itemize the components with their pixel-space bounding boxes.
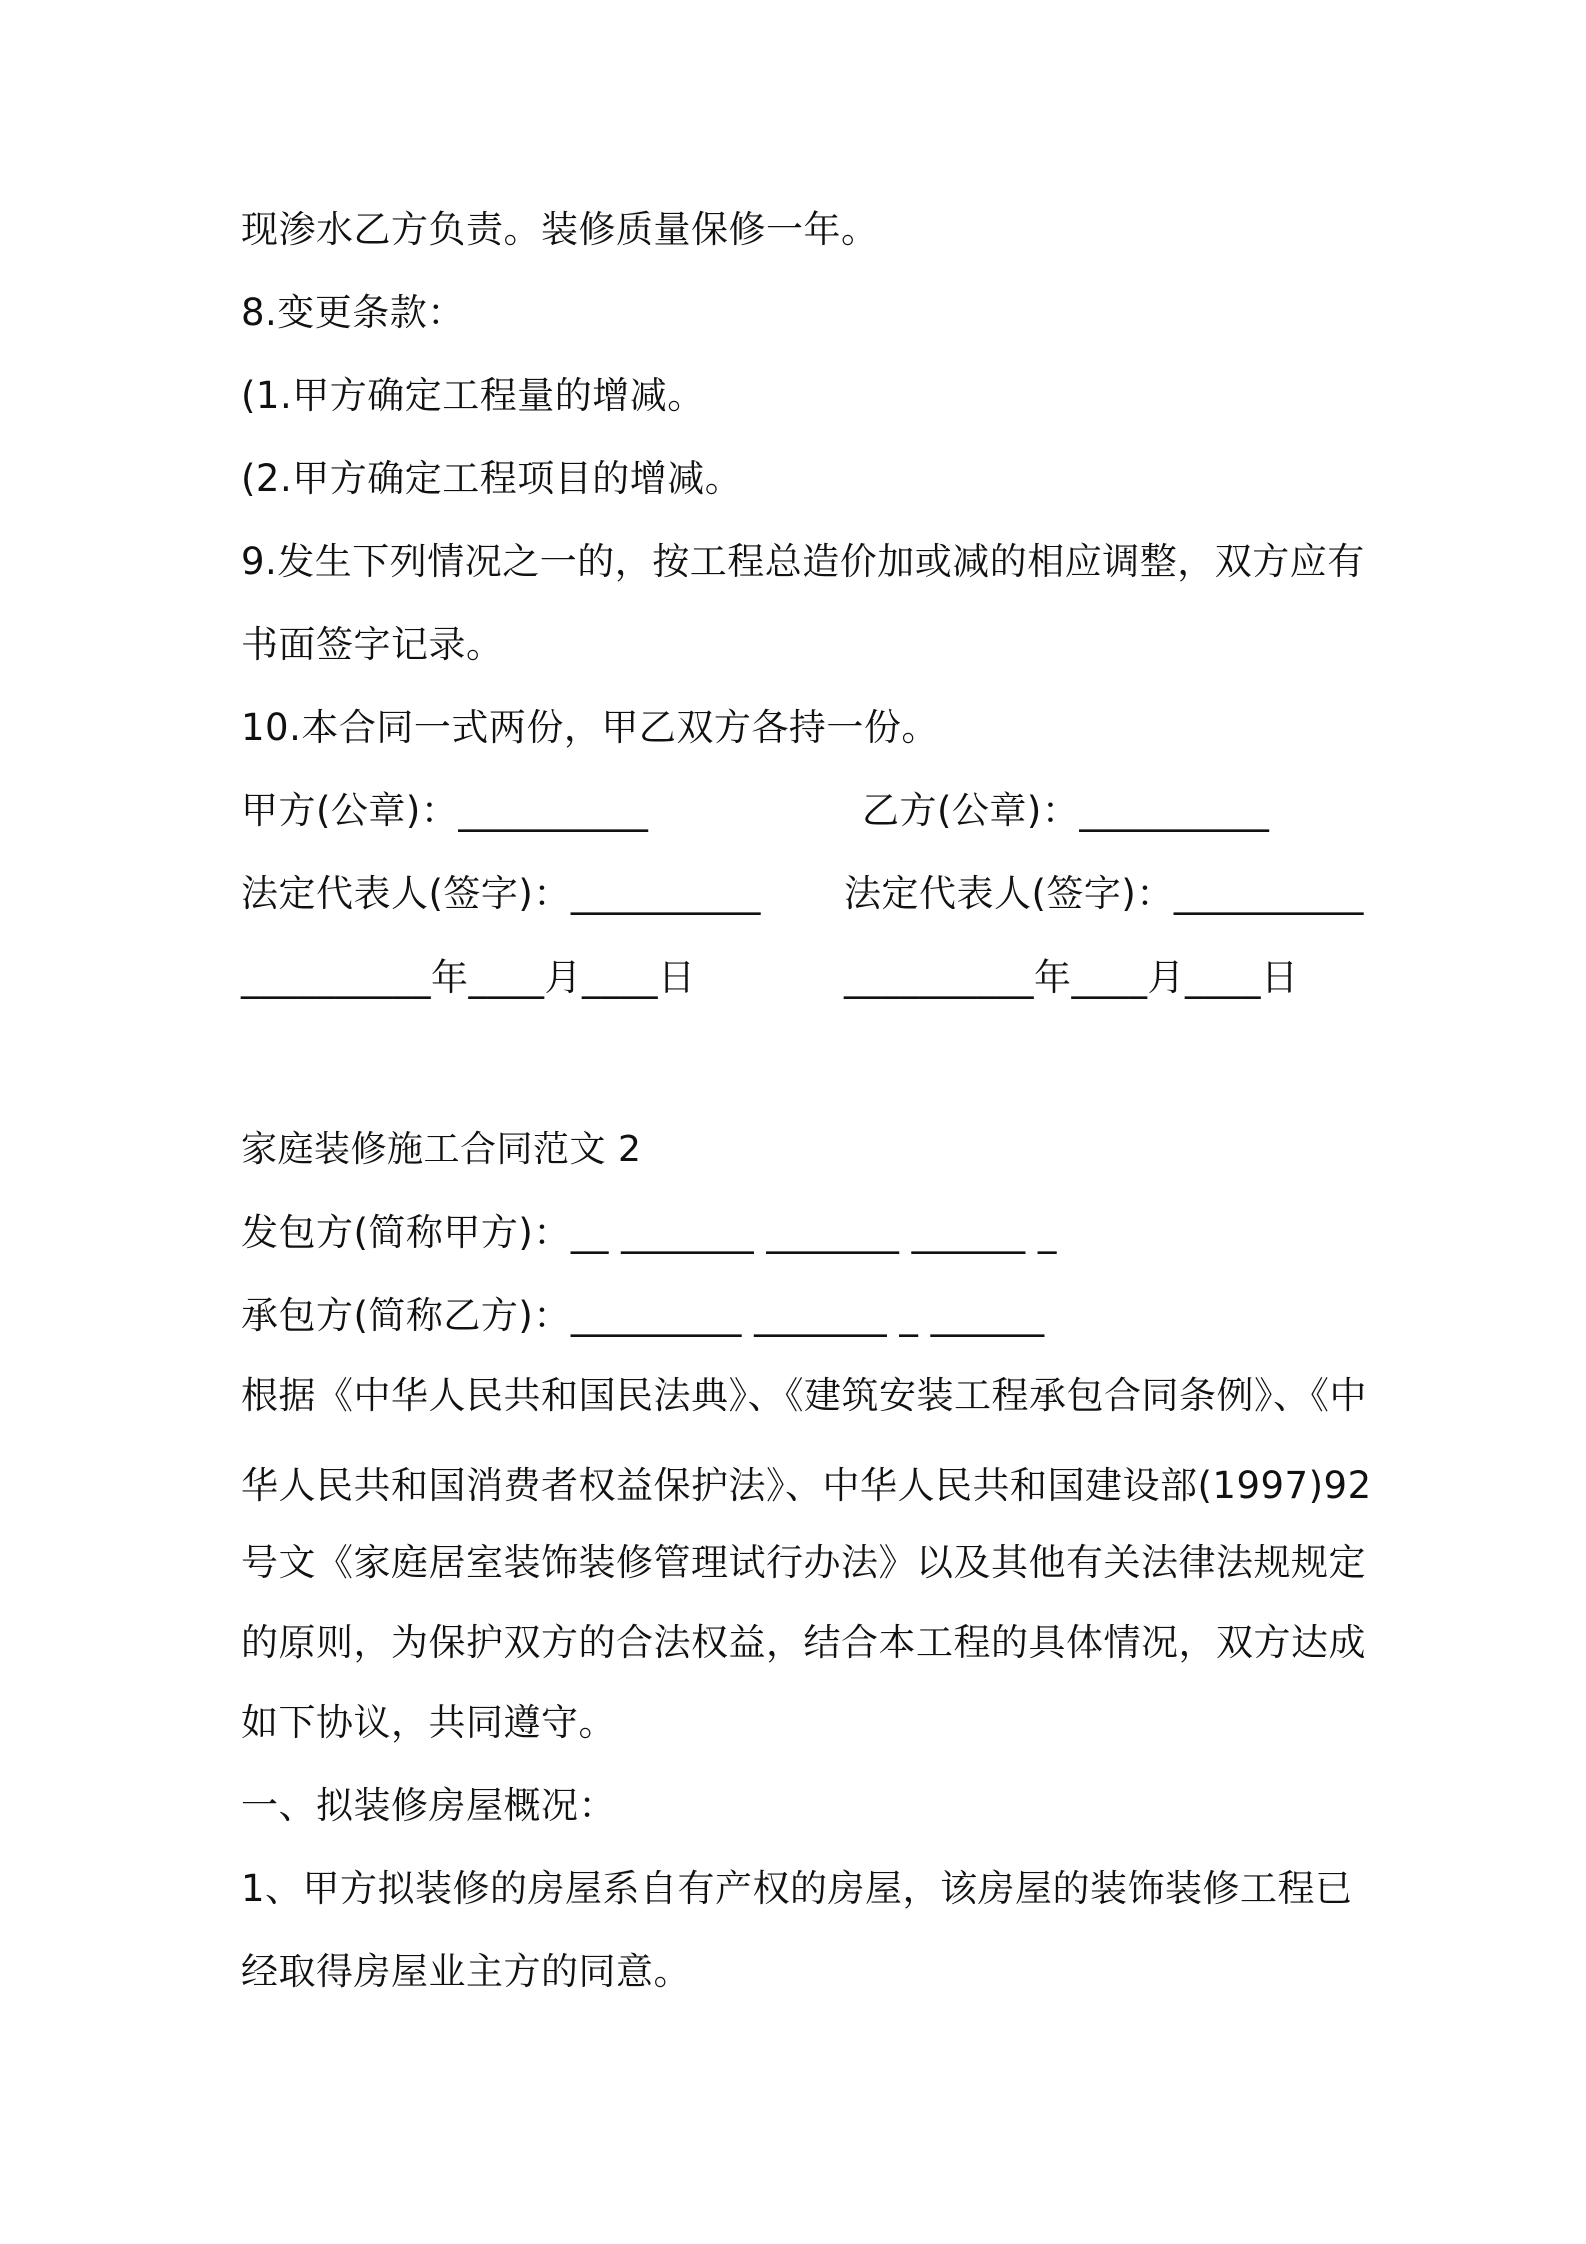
party-a-date: __________年____月____日 [241,956,696,999]
party-b-seal: 乙方(公章)：__________ [862,789,1270,832]
paragraph-line: 的原则，为保护双方的合法权益，结合本工程的具体情况，双方达成 [241,1621,1366,1664]
text-line: 8.变更条款： [241,291,465,334]
party-b-representative: 法定代表人(签字)：__________ [844,872,1364,915]
paragraph-line: 华人民共和国消费者权益保护法》、中华人民共和国建设部(1997)92 [241,1464,1372,1507]
employer-line: 发包方(简称甲方)：__ _______ _______ ______ _ [241,1211,1057,1254]
party-a-representative: 法定代表人(签字)：__________ [241,872,761,915]
text-line: 书面签字记录。 [241,623,504,666]
item-line: 经取得房屋业主方的同意。 [241,1950,691,1993]
text-line: (2.甲方确定工程项目的增减。 [241,457,743,500]
contractor-line: 承包方(简称乙方)：_________ _______ _ ______ [241,1294,1045,1337]
text-line: 现渗水乙方负责。装修质量保修一年。 [241,208,879,251]
paragraph-line: 根据《中华人民共和国民法典》、《建筑安装工程承包合同条例》、《中 [241,1374,1367,1417]
section-title: 家庭装修施工合同范文 2 [241,1129,642,1170]
paragraph-line: 如下协议，共同遵守。 [241,1701,616,1744]
party-a-seal: 甲方(公章)：__________ [241,789,649,832]
paragraph-line: 号文《家庭居室装饰装修管理试行办法》以及其他有关法律法规规定 [241,1541,1366,1584]
party-b-date: __________年____月____日 [844,956,1299,999]
item-line: 1、甲方拟装修的房屋系自有产权的房屋，该房屋的装饰装修工程已 [241,1867,1353,1910]
text-line: 10.本合同一式两份，甲乙双方各持一份。 [241,706,939,749]
text-line: (1.甲方确定工程量的增减。 [241,374,705,417]
text-line: 9.发生下列情况之一的，按工程总造价加或减的相应调整，双方应有 [241,540,1365,583]
section-heading: 一、拟装修房屋概况： [241,1784,616,1827]
